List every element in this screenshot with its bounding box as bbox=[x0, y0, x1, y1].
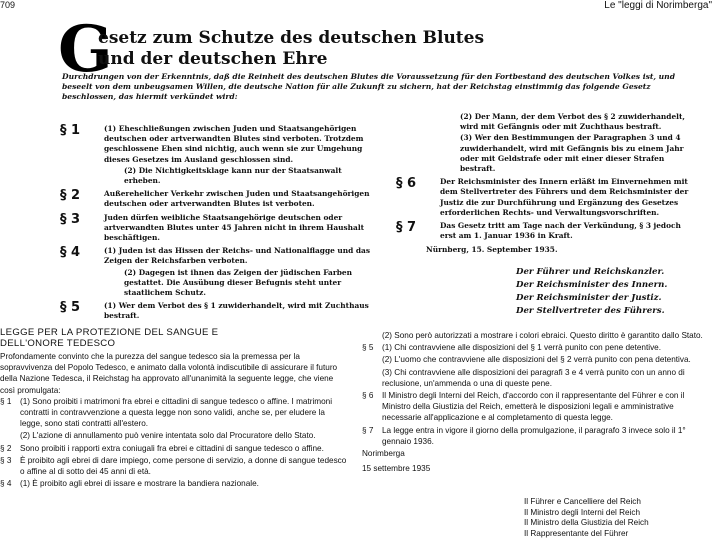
paragraph-text: (2) Sono però autorizzati a mostrare i colori ebraici. Questo diritto è garantito dallo Stato. bbox=[382, 331, 703, 340]
paragraph-text: Der Reichsminister des Innern erläßt im Einvernehmen mit dem Stellvertreter des Führers und dem Reichsminister der Justiz die zur Durchführung und Ergänzung des Gesetzes erforderlichen Rechts- und Verwaltungsvorschriften. bbox=[440, 177, 689, 217]
german-title bbox=[98, 28, 498, 70]
signature-line: Der Reichsminister der Justiz. bbox=[516, 292, 662, 303]
italian-closing bbox=[362, 463, 712, 474]
paragraph-text: È proibito agli ebrei di dare impiego, come persone di servizio, a donne di sangue tedesco o affine al di sotto dei 45 anni di età. bbox=[20, 455, 347, 477]
german-left-column bbox=[60, 124, 380, 325]
paragraph-number: § 7 bbox=[396, 220, 417, 236]
italian-paragraph bbox=[362, 425, 712, 447]
paragraph-number: § 4 bbox=[0, 479, 12, 489]
signature-line: Il Ministro degli Interni del Reich bbox=[524, 507, 641, 517]
italian-paragraph bbox=[362, 354, 712, 365]
paragraph-text: Außerehelicher Verkehr zwischen Juden und Staatsangehörigen deutschen oder artverwandten Blutes ist verboten. bbox=[104, 189, 370, 209]
italian-paragraph bbox=[0, 396, 348, 430]
paragraph-text: (1) Chi contravviene alle disposizioni del § 1 verrà punito con pene detentive. bbox=[382, 343, 661, 353]
signature-line: Der Stellvertreter des Führers. bbox=[516, 305, 665, 316]
paragraph-text: (2) L'azione di annullamento può venire intentata solo dal Procuratore dello Stato. bbox=[20, 431, 316, 441]
german-paragraph bbox=[60, 213, 380, 244]
german-paragraph bbox=[60, 166, 380, 186]
german-paragraph bbox=[60, 246, 380, 266]
paragraph-number: § 5 bbox=[362, 343, 374, 353]
paragraph-number: § 2 bbox=[60, 188, 81, 204]
german-paragraph bbox=[396, 221, 696, 241]
paragraph-number: § 1 bbox=[0, 396, 12, 406]
signature-line: Il Führer e Cancelliere del Reich bbox=[524, 497, 641, 506]
italian-signatures bbox=[524, 497, 720, 539]
paragraph-number bbox=[416, 133, 460, 174]
page-number: 709 bbox=[0, 0, 16, 10]
german-title-line2: und der deutschen Ehre bbox=[98, 49, 328, 69]
german-paragraph bbox=[60, 124, 380, 165]
german-title-dropcap: G bbox=[58, 12, 113, 87]
signature-line: Der Führer und Reichskanzler. bbox=[516, 266, 665, 277]
german-title-line1: esetz zum Schutze des deutschen Blutes bbox=[98, 28, 485, 48]
paragraph-text: Juden dürfen weibliche Staatsangehörige deutschen oder artverwandten Blutes unter 45 Jahren nicht in ihrem Haushalt beschäftigen. bbox=[104, 212, 365, 243]
paragraph-text: (1) Juden ist das Hissen der Reichs- und Nationalflagge und das Zeigen der Reichsfarben verboten. bbox=[104, 246, 370, 266]
italian-paragraph bbox=[362, 390, 712, 424]
paragraph-text: (2) Der Mann, der dem Verbot des § 2 zuwiderhandelt, wird mit Gefängnis oder mit Zuchthaus bestraft. bbox=[460, 112, 685, 132]
italian-paragraph bbox=[0, 478, 348, 489]
paragraph-number: § 3 bbox=[60, 211, 81, 227]
german-paragraph bbox=[396, 112, 696, 132]
paragraph-text: (3) Wer den Bestimmungen der Paragraphen 3 und 4 zuwiderhandelt, wird mit Gefängnis bis zu einem Jahr oder mit Geldstrafe oder mit einer dieser Strafen bestraft. bbox=[460, 133, 684, 174]
paragraph-text: (2) Die Nichtigkeitsklage kann nur der Staatsanwalt erheben. bbox=[124, 165, 342, 186]
paragraph-text: (1) Eheschließungen zwischen Juden und Staatsangehörigen deutschen oder artverwandten Blutes sind verboten. Trotzdem geschlossene Ehen sind nichtig, auch wenn sie zur Umgehung dieses Gesetzes im Ausland geschlossen sind. bbox=[104, 124, 364, 164]
german-paragraph bbox=[396, 133, 696, 174]
paragraph-number: § 1 bbox=[60, 123, 81, 138]
paragraph-text: Il Ministro degli Interni del Reich, d'accordo con il rappresentante del Führer e con il Ministro della Giustizia del Reich, emetterà le disposizioni legali e amministrative necessarie all'applicazione e al completamento di questa legge. bbox=[382, 391, 685, 423]
italian-paragraph bbox=[0, 430, 348, 441]
paragraph-text: La legge entra in vigore il giorno della promulgazione, il paragrafo 3 invece solo il 1° gennaio 1936. bbox=[382, 425, 686, 446]
paragraph-number: § 5 bbox=[60, 300, 81, 316]
paragraph-text: (3) Chi contravviene alle disposizioni dei paragrafi 3 e 4 verrà punito con un anno di reclusione, un'ammenda o una di queste pene. bbox=[382, 367, 685, 388]
german-right-column bbox=[396, 114, 696, 318]
paragraph-number: § 6 bbox=[362, 391, 374, 401]
paragraph-number: § 6 bbox=[396, 176, 417, 192]
paragraph-text: (2) L'uomo che contravviene alle disposizioni del § 2 verrà punito con pena detentiva. bbox=[382, 355, 691, 365]
paragraph-number: § 2 bbox=[0, 443, 12, 453]
italian-paragraph bbox=[0, 443, 348, 454]
german-paragraph bbox=[60, 268, 380, 299]
italian-title-line2: DELL'ONORE TEDESCO bbox=[0, 338, 116, 349]
italian-paragraph bbox=[0, 455, 348, 477]
italian-date: 15 settembre 1935 bbox=[362, 464, 431, 474]
german-paragraph bbox=[60, 301, 380, 321]
paragraph-text: Sono proibiti i rapporti extra coniugali fra ebrei e cittadini di sangue tedesco o affine. bbox=[20, 443, 324, 453]
italian-preamble: Profondamente convinto che la purezza del sangue tedesco sia la premessa per la sopravvivenza del Popolo Tedesco, e animato dalla volontà indiscutibile di assicurare il futuro della Nazione Tedesca, il Reichstag ha approvato all'unanimità la seguente legge, che viene così promulgata: bbox=[0, 352, 338, 395]
german-signatures bbox=[516, 266, 696, 318]
paragraph-number bbox=[416, 112, 460, 132]
italian-title bbox=[0, 327, 348, 349]
italian-title-line1: LEGGE PER LA PROTEZIONE DEL SANGUE E bbox=[0, 327, 219, 338]
paragraph-text: Das Gesetz tritt am Tage nach der Verkündung, § 3 jedoch erst am 1. Januar 1936 in Kraft. bbox=[440, 221, 681, 241]
paragraph-number: § 4 bbox=[60, 245, 81, 261]
german-preamble: Durchdrungen von der Erkenntnis, daß die Reinheit des deutschen Blutes die Voraussetzung für den Fortbestand des deutschen Volkes ist, und beseelt von dem unbeugsamen Willen, die deutsche Nation für alle Zukunft zu sichern, hat der Reichstag einstimmig das folgende Gesetz beschlossen, das hiermit verkündet wird: bbox=[62, 72, 675, 101]
paragraph-text: (2) Dagegen ist ihnen das Zeigen der jüdischen Farben gestattet. Die Ausübung dieser Befugnis steht unter staatlichem Schutz. bbox=[124, 267, 352, 298]
italian-paragraph bbox=[362, 342, 712, 353]
paragraph-text: (1) Sono proibiti i matrimoni fra ebrei e cittadini di sangue tedesco o affine. I matrimoni contratti in contravvenzione a questa legge non sono validi, anche se, per eludere la legge, sono stati contratti all'estero. bbox=[20, 396, 333, 429]
paragraph-text: (1) È proibito agli ebrei di issare e mostrare la bandiera nazionale. bbox=[20, 479, 259, 489]
german-date: Nürnberg, 15. September 1935. bbox=[426, 245, 558, 255]
paragraph-number bbox=[80, 268, 124, 299]
italian-right-column bbox=[362, 330, 712, 474]
german-paragraph bbox=[396, 177, 696, 218]
signature-line: Der Reichsminister des Innern. bbox=[516, 279, 668, 290]
signature-line: Il Ministro della Giustizia del Reich bbox=[524, 518, 649, 527]
italian-left-column bbox=[0, 327, 348, 490]
signature-line: Il Rappresentante del Führer bbox=[524, 528, 629, 538]
source-title: Le "leggi di Norimberga" bbox=[604, 0, 712, 11]
paragraph-number: § 3 bbox=[0, 455, 12, 465]
paragraph-number: § 7 bbox=[362, 425, 374, 435]
paragraph-number bbox=[80, 166, 124, 186]
italian-place: Norimberga bbox=[362, 449, 405, 459]
paragraph-text: (1) Wer dem Verbot des § 1 zuwiderhandelt, wird mit Zuchthaus bestraft. bbox=[104, 301, 369, 321]
italian-paragraph bbox=[362, 330, 712, 341]
italian-paragraph bbox=[362, 367, 712, 389]
german-paragraph bbox=[60, 189, 380, 209]
